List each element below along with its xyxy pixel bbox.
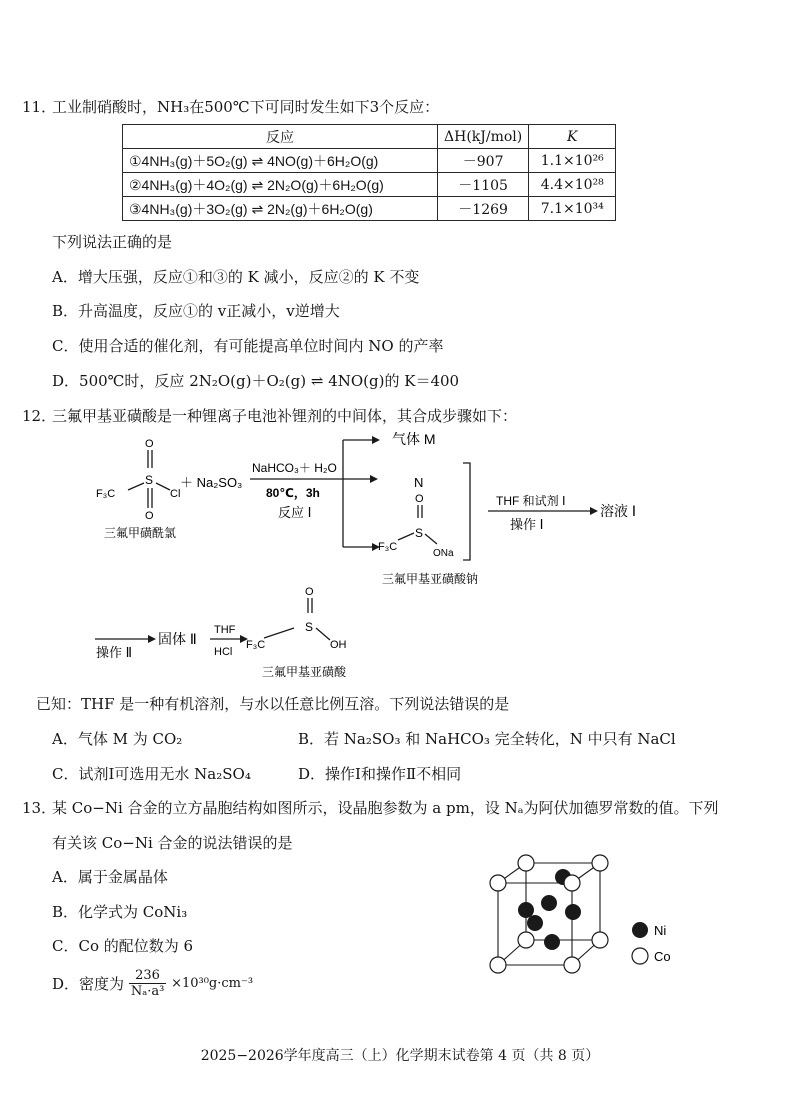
- table-header-dh: ΔH(kJ/mol): [438, 125, 529, 149]
- fraction-denominator: Nₐ·a³: [130, 984, 165, 999]
- atom-o: O: [145, 438, 154, 450]
- atom-f3c: F₃C: [246, 639, 266, 651]
- atom-o: O: [305, 586, 314, 598]
- ni-atom: [527, 915, 543, 931]
- q13-stem-line1: 某 Co−Ni 合金的立方晶胞结构如图所示，设晶胞参数为 a pm，设 Nₐ为阿伏加德罗常数的值。下列: [52, 799, 719, 817]
- arrowhead: [372, 436, 380, 444]
- bond: [316, 628, 330, 640]
- atom-cl: Cl: [170, 488, 181, 500]
- solution-i: 溶液 Ⅰ: [600, 503, 637, 519]
- q11-option-c: C．使用合适的催化剂，有可能提高单位时间内 NO 的产率: [52, 337, 444, 355]
- co-atom: [518, 932, 534, 948]
- ni-atom: [565, 904, 581, 920]
- bond: [156, 483, 170, 490]
- ni-atom: [541, 895, 557, 911]
- atom-s: S: [415, 526, 424, 540]
- co-atom: [592, 855, 608, 871]
- reactant-name: 三氟甲磺酰氯: [104, 526, 177, 540]
- crystal-cell-figure: [470, 850, 700, 990]
- co-atom: [490, 875, 506, 891]
- atom-o: O: [415, 493, 424, 505]
- step4-bottom: HCl: [214, 646, 233, 658]
- atom-f3c: F₃C: [96, 488, 116, 500]
- ni-atom: [518, 902, 534, 918]
- q13-stem-line2: 有关该 Co−Ni 合金的说法错误的是: [52, 834, 293, 852]
- atom-s: S: [305, 620, 314, 634]
- right-bracket: [463, 463, 470, 560]
- atom-f3c: F₃C: [378, 541, 398, 553]
- condition-top: NaHCO₃＋ H₂O: [252, 461, 337, 475]
- bond: [264, 628, 294, 638]
- plus-reagent: ＋ Na₂SO₃: [180, 475, 243, 490]
- legend-ni-marker: [632, 922, 648, 938]
- co-atom: [564, 875, 580, 891]
- step3-bottom: 操作 Ⅱ: [96, 645, 133, 660]
- ni-atom: [544, 934, 560, 950]
- k-cell: 7.1×10³⁴: [529, 197, 616, 221]
- atom-ona: ONa: [433, 548, 454, 559]
- bond: [398, 533, 414, 540]
- gas-m: 气体 M: [392, 431, 436, 447]
- step4-top: THF: [214, 624, 236, 636]
- q13-option-c: C．Co 的配位数为 6: [52, 937, 194, 955]
- arrowhead: [148, 635, 156, 643]
- q12-option-c: C．试剂Ⅰ可选用无水 Na₂SO₄: [52, 765, 251, 783]
- step2-top: THF 和试剂 Ⅰ: [496, 494, 566, 508]
- q13-number: 13．: [22, 799, 57, 817]
- q13-option-d: [52, 968, 253, 999]
- bond: [128, 483, 144, 490]
- density-fraction: [129, 968, 166, 999]
- q11-number: 11．: [22, 98, 57, 116]
- page-footer: 2025−2026学年度高三（上）化学期末试卷第 4 页（共 8 页）: [200, 1048, 600, 1064]
- condition-mid: 80℃，3h: [266, 486, 320, 500]
- q12-option-b: B．若 Na₂SO₃ 和 NaHCO₃ 完全转化，N 中只有 NaCl: [298, 730, 676, 748]
- co-atom: [490, 957, 506, 973]
- q11-stem: 工业制硝酸时，NH₃在500℃下可同时发生如下3个反应：: [52, 98, 440, 116]
- k-cell: 4.4×10²⁸: [529, 173, 616, 197]
- q11-prompt: 下列说法正确的是: [52, 233, 173, 251]
- dh-cell: －907: [438, 149, 529, 173]
- atom-o: O: [145, 510, 154, 522]
- reaction-cell: ③4NH₃(g)＋3O₂(g) ⇌ 2N₂(g)＋6H₂O(g): [123, 197, 438, 221]
- q11-option-a: A．增大压强，反应①和③的 K 减小，反应②的 K 不变: [52, 268, 420, 286]
- arrowhead: [590, 507, 598, 515]
- dh-cell: －1105: [438, 173, 529, 197]
- product-n: N: [414, 475, 424, 490]
- reaction-cell: ②4NH₃(g)＋4O₂(g) ⇌ 2N₂O(g)＋6H₂O(g): [123, 173, 438, 197]
- q13-option-b: B．化学式为 CoNi₃: [52, 903, 188, 921]
- step2-bottom: 操作 Ⅰ: [510, 517, 544, 532]
- legend-co-marker: [632, 948, 648, 964]
- atom-s: S: [145, 473, 154, 487]
- q12-stem: 三氟甲基亚磺酸是一种锂离子电池补锂剂的中间体，其合成步骤如下：: [52, 407, 518, 425]
- q12-option-d: D．操作Ⅰ和操作Ⅱ不相同: [298, 765, 462, 783]
- q12-option-a: A．气体 M 为 CO₂: [52, 730, 183, 748]
- atom-oh: OH: [330, 639, 347, 651]
- fraction-numerator: 236: [129, 968, 166, 984]
- bond: [425, 534, 437, 544]
- q12-known: 已知：THF 是一种有机溶剂，与水以任意比例互溶。下列说法错误的是: [36, 695, 510, 713]
- q11-option-d: D．500℃时，反应 2N₂O(g)＋O₂(g) ⇌ 4NO(g)的 K＝400: [52, 372, 460, 390]
- arrowhead: [370, 475, 378, 483]
- product1-name: 三氟甲基亚磺酸钠: [382, 572, 479, 586]
- solid-ii: 固体 Ⅱ: [158, 631, 197, 647]
- q11-option-b: B．升高温度，反应①的 v正减小，v逆增大: [52, 302, 340, 320]
- condition-bottom: 反应 Ⅰ: [278, 505, 312, 520]
- legend-co-label: Co: [654, 949, 671, 964]
- table-header-k: K: [529, 125, 616, 149]
- final-product-name: 三氟甲基亚磺酸: [262, 665, 347, 679]
- table-header-reaction: 反应: [123, 125, 438, 149]
- q13-option-a: A．属于金属晶体: [52, 868, 168, 886]
- co-atom: [518, 855, 534, 871]
- legend-ni-label: Ni: [654, 923, 667, 938]
- reaction-cell: ①4NH₃(g)＋5O₂(g) ⇌ 4NO(g)＋6H₂O(g): [123, 149, 438, 173]
- co-atom: [592, 932, 608, 948]
- option-d-prefix: D．密度为: [52, 975, 125, 993]
- k-cell: 1.1×10²⁶: [529, 149, 616, 173]
- co-atom: [564, 957, 580, 973]
- q12-number: 12．: [22, 407, 57, 425]
- dh-cell: －1269: [438, 197, 529, 221]
- option-d-suffix: ×10³⁰g·cm⁻³: [171, 976, 254, 991]
